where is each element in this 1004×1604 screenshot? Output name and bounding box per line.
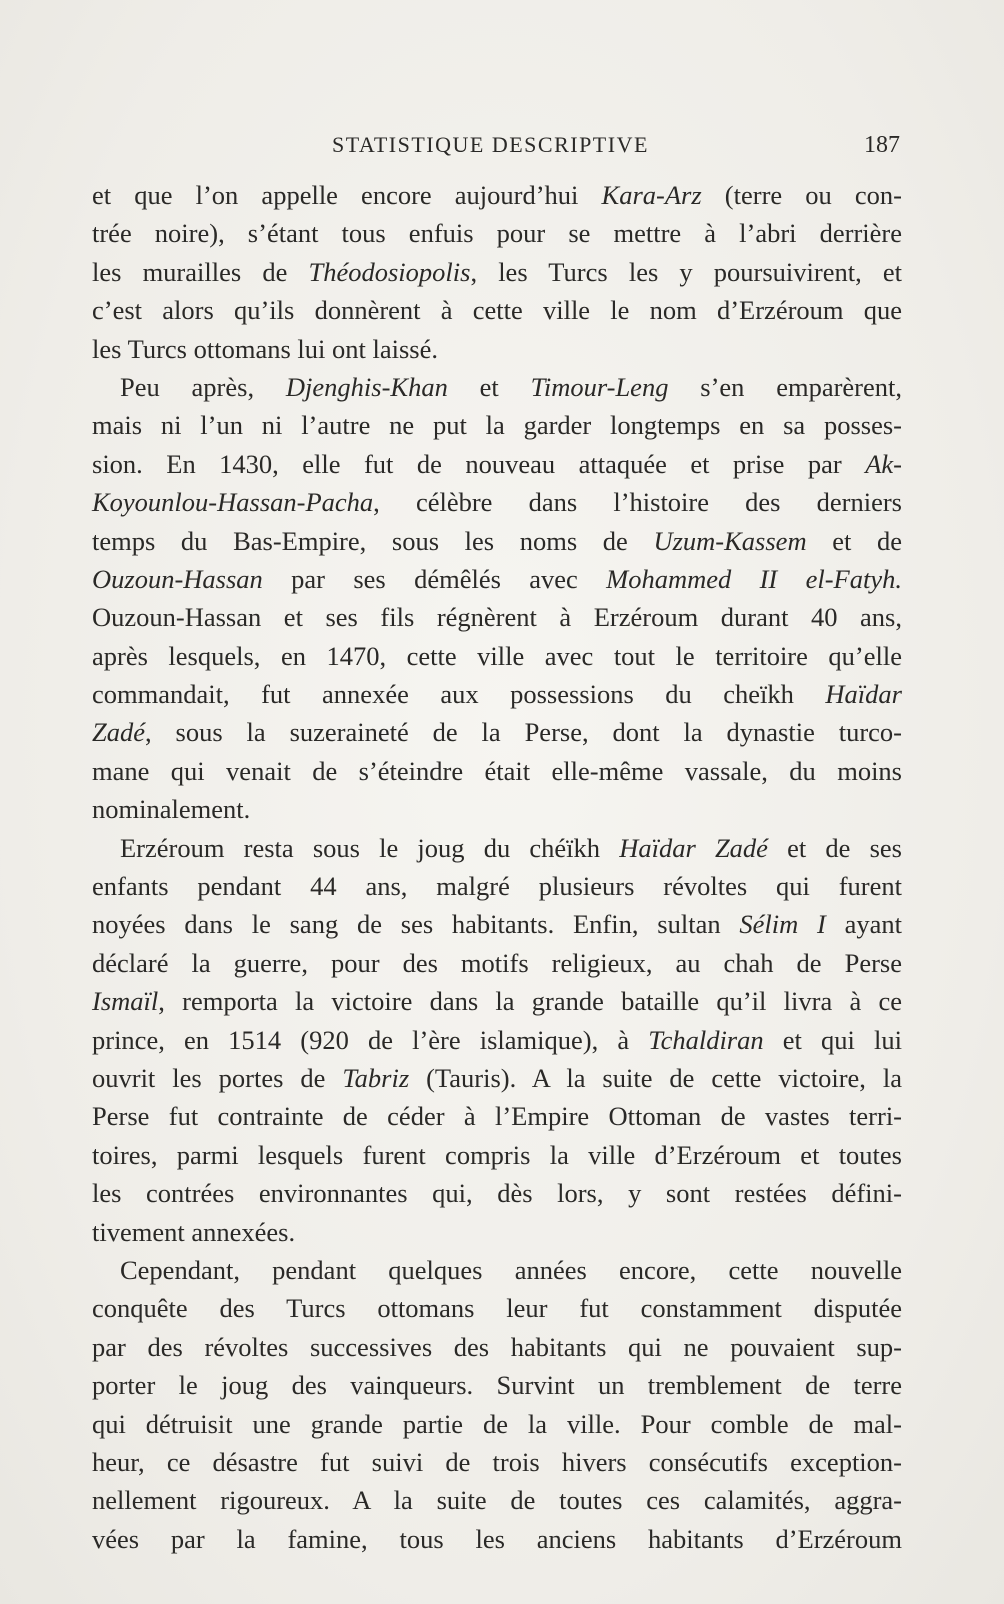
italic-text: Haïdar xyxy=(825,679,902,710)
text-segment: ayant xyxy=(825,909,903,940)
running-head: STATISTIQUE DESCRIPTIVE xyxy=(332,132,649,157)
page-header xyxy=(100,132,900,166)
text-line xyxy=(92,1481,902,1519)
text-line xyxy=(92,829,902,867)
text-line xyxy=(92,253,902,291)
text-segment: enfants pendant 44 ans, malgré plusieurs révoltes qui furent xyxy=(92,871,902,902)
text-line xyxy=(92,867,902,905)
text-segment: et de ses xyxy=(767,832,902,863)
italic-text: Uzum-Kassem xyxy=(653,525,807,556)
text-segment: heur, ce désastre fut suivi de trois hivers consécutifs exception- xyxy=(92,1446,902,1477)
italic-text: Mohammed II el-Fatyh. xyxy=(606,563,902,594)
italic-text: Ouzoun-Hassan xyxy=(92,563,263,594)
text-segment: sion. En 1430, elle fut de nouveau attaquée et prise par xyxy=(92,448,866,479)
italic-text: Koyounlou-Hassan-Pacha xyxy=(92,487,374,518)
text-segment: qui détruisit une grande partie de la ville. Pour comble de mal- xyxy=(92,1408,902,1439)
text-line xyxy=(92,1366,902,1404)
text-line xyxy=(92,445,902,483)
text-segment: par ses démêlés avec xyxy=(262,563,607,594)
italic-text: Zadé xyxy=(92,717,145,748)
text-line xyxy=(92,1443,902,1481)
page-number: 187 xyxy=(864,132,900,158)
text-segment: toires, parmi lesquels furent compris la ville d’Erzéroum et toutes xyxy=(92,1139,902,1170)
text-segment: les Turcs ottomans lui ont laissé. xyxy=(92,333,438,364)
text-segment: s’en emparèrent, xyxy=(668,371,902,402)
text-line xyxy=(92,1174,902,1212)
text-segment: et qui lui xyxy=(763,1024,902,1055)
text-line xyxy=(92,368,902,406)
text-segment: les murailles de xyxy=(92,256,309,287)
italic-text: Djenghis-Khan xyxy=(285,371,448,402)
body-text xyxy=(92,176,902,1558)
text-segment: après lesquels, en 1470, cette ville avec tout le territoire qu’elle xyxy=(92,640,902,671)
text-segment: et xyxy=(447,371,531,402)
text-line xyxy=(92,330,902,368)
text-segment: , les Turcs les y poursuivirent, et xyxy=(470,256,902,287)
text-segment: Peu après, xyxy=(120,371,286,402)
text-segment: et que l’on appelle encore aujourd’hui xyxy=(92,180,602,210)
text-segment: vées par la famine, tous les anciens habitants d’Erzéroum xyxy=(92,1523,902,1554)
text-segment: noyées dans le sang de ses habitants. Enfin, sultan xyxy=(92,909,740,940)
text-line xyxy=(92,1059,902,1097)
text-line xyxy=(92,1097,902,1135)
italic-text: Timour-Leng xyxy=(530,371,669,402)
text-line xyxy=(92,1021,902,1059)
text-line xyxy=(92,752,902,790)
text-segment: (Tauris). A la suite de cette victoire, la xyxy=(409,1062,902,1093)
text-line xyxy=(92,1136,902,1174)
text-segment: temps du Bas-Empire, sous les noms de xyxy=(92,525,654,556)
text-segment: mais ni l’un ni l’autre ne put la garder longtemps en sa posses- xyxy=(92,410,902,441)
text-line xyxy=(92,1251,902,1289)
text-line xyxy=(92,675,902,713)
text-line xyxy=(92,1405,902,1443)
text-segment: , remporta la victoire dans la grande bataille qu’il livra à ce xyxy=(158,986,902,1017)
text-segment: conquête des Turcs ottomans leur fut constamment disputée xyxy=(92,1293,902,1324)
text-segment: Erzéroum resta sous le joug du chéïkh xyxy=(120,832,620,863)
italic-text: Ismaïl xyxy=(92,986,159,1017)
text-line xyxy=(92,1328,902,1366)
text-line xyxy=(92,637,902,675)
text-segment: , sous la suzeraineté de la Perse, dont la dynastie turco- xyxy=(145,717,902,748)
text-line xyxy=(92,790,902,828)
text-segment: nominalement. xyxy=(92,794,251,825)
text-line xyxy=(92,176,902,214)
text-line xyxy=(92,560,902,598)
text-line xyxy=(92,944,902,982)
text-segment: ouvrit les portes de xyxy=(92,1062,343,1093)
text-segment: Ouzoun-Hassan et ses fils régnèrent à Erzéroum durant 40 ans, xyxy=(92,602,902,633)
text-line xyxy=(92,905,902,943)
text-line xyxy=(92,598,902,636)
text-segment: commandait, fut annexée aux possessions du cheïkh xyxy=(92,679,826,710)
text-line xyxy=(92,713,902,751)
text-line xyxy=(92,214,902,252)
text-segment: et de xyxy=(806,525,903,556)
text-segment: Cependant, pendant quelques années encore, cette nouvelle xyxy=(120,1254,902,1285)
italic-text: Tchaldiran xyxy=(648,1024,764,1055)
text-segment: c’est alors qu’ils donnèrent à cette ville le nom d’Erzéroum que xyxy=(92,295,902,326)
italic-text: Tabriz xyxy=(342,1062,410,1093)
text-line xyxy=(92,522,902,560)
italic-text: Kara-Arz xyxy=(601,180,702,210)
text-segment: porter le joug des vainqueurs. Survint un tremblement de terre xyxy=(92,1370,902,1401)
text-line xyxy=(92,483,902,521)
text-segment: tivement annexées. xyxy=(92,1216,296,1247)
italic-text: Sélim I xyxy=(739,909,826,940)
italic-text: Haïdar Zadé xyxy=(619,832,768,863)
text-segment: les contrées environnantes qui, dès lors, y sont restées défini- xyxy=(92,1178,902,1209)
text-segment: par des révoltes successives des habitants qui ne pouvaient sup- xyxy=(92,1331,902,1362)
text-segment: prince, en 1514 (920 de l’ère islamique), à xyxy=(92,1024,649,1055)
text-segment: trée noire), s’étant tous enfuis pour se mettre à l’abri derrière xyxy=(92,218,902,249)
text-line xyxy=(92,1289,902,1327)
text-line xyxy=(92,406,902,444)
text-segment: (terre ou con- xyxy=(701,180,902,210)
text-segment: déclaré la guerre, pour des motifs religieux, au chah de Perse xyxy=(92,947,902,978)
text-line xyxy=(92,1213,902,1251)
text-line xyxy=(92,982,902,1020)
italic-text: Théodosiopolis xyxy=(308,256,471,287)
italic-text: Ak- xyxy=(865,448,902,479)
text-segment: , célèbre dans l’histoire des derniers xyxy=(373,487,902,518)
text-segment: mane qui venait de s’éteindre était elle-même vassale, du moins xyxy=(92,755,902,786)
text-segment: nellement rigoureux. A la suite de toutes ces calamités, aggra- xyxy=(92,1485,902,1516)
text-line xyxy=(92,1520,902,1558)
text-line xyxy=(92,291,902,329)
text-segment: Perse fut contrainte de céder à l’Empire Ottoman de vastes terri- xyxy=(92,1101,902,1132)
